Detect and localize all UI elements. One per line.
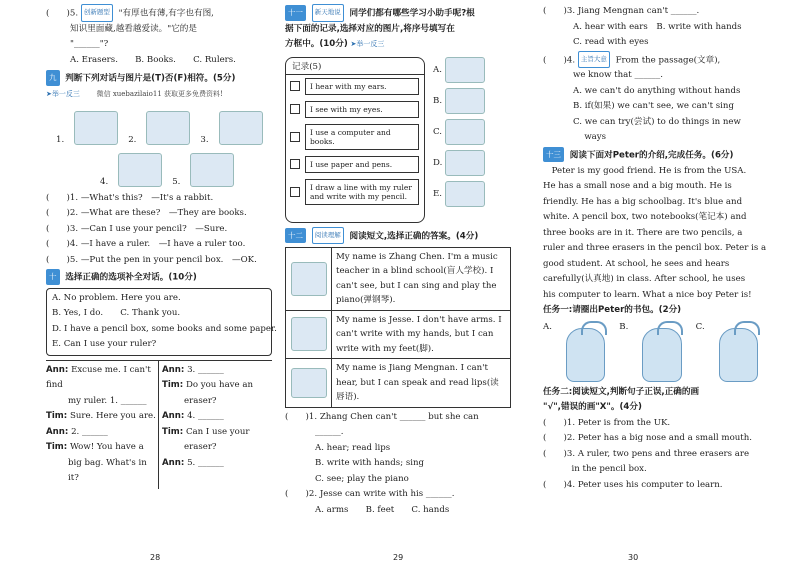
story-line: white. A pencil box, two notebooks(笔记本) and: [543, 212, 747, 222]
ear-picture: [445, 181, 485, 207]
schoolbag-picture-c[interactable]: [719, 328, 758, 382]
q4-tag: 主旨大意: [578, 51, 610, 69]
tf-item-3: ( )3. —Can I use your pencil? —Sure.: [46, 223, 228, 234]
section-11-text-2: 据下面的记录,选择对应的图片,将序号填写在: [285, 23, 455, 34]
answer-box[interactable]: [290, 104, 300, 114]
question-1-b: ______.: [315, 427, 344, 437]
story-line: ruler and three erasers in the pencil box. Peter is a: [543, 243, 767, 253]
story-line: He has a small nose and a big mouth. He is: [543, 181, 732, 191]
section-11-sub: ➤举一反三: [350, 40, 385, 49]
ruler-picture: [445, 88, 485, 114]
speaker: Ann:: [46, 426, 69, 437]
tf-3-cont: in the pencil box.: [543, 464, 647, 474]
dialogue-line: 3. ______: [187, 364, 224, 375]
q1-option-b: B. write with hands; sing: [315, 458, 425, 468]
img-label-1: 1.: [56, 134, 65, 145]
passage-2: My name is Jesse. I don't have arms. I can't write with my hands, but I can write with my feet(脚).: [336, 314, 502, 354]
dialogue-line: eraser?: [184, 395, 217, 406]
img-label-5: 5.: [172, 176, 181, 187]
question-3: ( )3. Jiang Mengnan can't ______.: [543, 6, 700, 16]
page-number-29: 29: [393, 553, 404, 562]
section-11-badge: 十一: [285, 5, 306, 21]
story-line: carefully(认真地) in class. After school, he uses: [543, 274, 746, 284]
record-row-5: I draw a line with my ruler and write with my pencil.: [305, 179, 419, 205]
page-30: [543, 4, 767, 566]
dialogue-table: [46, 360, 272, 489]
passage-3: My name is Jiang Mengnan. I can't hear, but I can speak and read lips(读唇语).: [336, 363, 499, 402]
q4-option-b: B. if(如果) we can't see, we can't sing: [573, 101, 734, 112]
passage-1: My name is Zhang Chen. I'm a music teacher in a blind school(盲人学校). I can't see, but I can sing and play the piano(弹钢琴).: [336, 251, 498, 305]
dialogue-line: Excuse me. I can't find: [46, 364, 151, 391]
picture-3: [219, 111, 263, 145]
pic-label-e: E.: [433, 188, 443, 199]
story-line: Peter is my good friend. He is from the USA.: [543, 165, 747, 176]
page-number-30: 30: [628, 553, 639, 562]
q5-text-2: 知识里面藏,越看越爱读。"它的是: [70, 23, 197, 34]
option-d: D. I have a pencil box, some books and some paper.: [52, 323, 277, 334]
section-10-title: 选择正确的选项补全对话。(10分): [65, 272, 197, 283]
section-10-badge: 十: [46, 269, 60, 285]
section-13-badge: 十三: [543, 147, 564, 163]
dialogue-right: [159, 361, 272, 489]
speaker: Tim:: [162, 426, 184, 437]
peter-story: [543, 164, 767, 304]
tf-item-5: ( )5. —Put the pen in your pencil box. —OK.: [46, 254, 257, 265]
section-9-title: 判断下列对话与图片是(T)否(F)相符。(5分): [65, 73, 236, 84]
q1-option-c: C. see; play the piano: [315, 473, 409, 484]
dialogue-line: my ruler. 1. ______: [68, 395, 147, 406]
tf-image-row-2: [100, 149, 272, 187]
record-row-3: I use a computer and books.: [305, 124, 419, 150]
q5-tag: 创新题型: [81, 4, 113, 22]
section-12-badge: 十二: [285, 228, 306, 244]
record-device: [285, 57, 425, 223]
answer-box[interactable]: [290, 132, 300, 142]
record-row-1: I hear with my ears.: [305, 78, 419, 95]
q4-option-c-cont: ways: [573, 132, 607, 143]
q5-number: ( )5.: [46, 8, 79, 19]
speaker: Ann:: [46, 364, 69, 375]
speaking-picture: [291, 368, 327, 398]
img-label-3: 3.: [200, 134, 209, 145]
options-box: [46, 288, 277, 356]
option-b-c: B. Yes, I do. C. Thank you.: [52, 308, 181, 319]
q5-options: A. Erasers. B. Books. C. Rulers.: [70, 54, 236, 65]
q3-options-ab: A. hear with ears B. write with hands: [573, 21, 742, 32]
dialogue-line: big bag. What's in: [68, 457, 147, 468]
dialogue-left: [46, 361, 159, 489]
reading-passages: [285, 247, 511, 408]
pic-label-b: B.: [433, 95, 443, 106]
section-11-text-3: 方框中。(10分): [285, 39, 348, 50]
page-number-28: 28: [150, 553, 161, 562]
section-12-tag: 阅读理解: [312, 227, 344, 245]
bag-label-c: C.: [695, 321, 705, 332]
computer-picture: [445, 150, 485, 176]
eyes-picture: [445, 57, 485, 83]
picture-options: [433, 57, 485, 227]
section-13-title: 阅读下面对Peter的介绍,完成任务。(6分): [569, 150, 734, 160]
tf-image-row-1: [56, 105, 272, 145]
bag-label-a: A.: [543, 321, 552, 332]
section-12-title: 阅读短文,选择正确的答案。(4分): [349, 231, 479, 241]
option-a: A. No problem. Here you are.: [52, 292, 181, 303]
question-2: ( )2. Jesse can write with his ______.: [285, 489, 455, 499]
story-line: three books are in it. There are two pencils, a: [543, 227, 743, 238]
speaker: Ann:: [162, 364, 185, 375]
answer-box[interactable]: [290, 159, 300, 169]
dialogue-line: Can I use your: [185, 426, 250, 437]
dialogue-line: 4. ______: [187, 411, 224, 422]
tf-item-4: ( )4. —I have a ruler. —I have a ruler too.: [46, 239, 246, 249]
dialogue-line: eraser?: [184, 442, 217, 453]
question-4-text: From the passage(文章),: [615, 54, 721, 65]
speaker: Ann:: [162, 411, 185, 422]
task-1: 任务一:请圈出Peter的书包。(2分): [543, 305, 682, 315]
picture-2: [146, 111, 190, 145]
q1-option-a: A. hear; read lips: [315, 442, 391, 453]
answer-box[interactable]: [290, 187, 300, 197]
story-line: good student. At school, he sees and hears: [543, 258, 730, 269]
tf-item-1: ( )1. —What's this? —It's a rabbit.: [46, 192, 214, 203]
speaker: Tim:: [46, 442, 68, 453]
tf-3: ( )3. A ruler, two pens and three erasers are: [543, 448, 750, 459]
section-11-tag: 新天地说: [312, 4, 344, 22]
pic-label-c: C.: [433, 126, 443, 137]
schoolbag-picture-a[interactable]: [566, 328, 605, 382]
schoolbag-picture-b[interactable]: [642, 328, 681, 382]
speaker: Ann:: [162, 457, 185, 468]
dialogue-line: 2. ______: [71, 426, 108, 437]
record-title: 记录(5): [286, 58, 424, 75]
task-2: 任务二:阅读短文,判断句子正误,正确的画: [543, 386, 700, 397]
question-4-number: ( )4.: [543, 54, 576, 65]
watermark-text: 微信 xuebazilaio11 获取更多免费资料!: [96, 90, 223, 98]
record-row-2: I see with my eyes.: [305, 101, 419, 118]
q4-option-a: A. we can't do anything without hands: [573, 85, 741, 96]
q5-text: "有厚也有薄,有字也有图,: [118, 8, 214, 19]
picture-1: [74, 111, 118, 145]
record-row-4: I use paper and pens.: [305, 156, 419, 173]
speaker: Tim:: [162, 380, 184, 391]
question-4-text-2: we know that ______.: [573, 70, 663, 81]
page-29: [285, 4, 511, 566]
section-9-badge: 九: [46, 70, 60, 86]
question-1: ( )1. Zhang Chen can't ______ but she can: [285, 411, 479, 422]
piano-picture: [291, 262, 327, 296]
q4-option-c: C. we can try(尝试) to do things in new: [573, 116, 741, 127]
pen-picture: [445, 119, 485, 145]
task-2-b: "√",错误的画"X"。(4分): [543, 402, 642, 412]
dialogue-line: Wow! You have a: [69, 442, 144, 453]
q2-options: A. arms B. feet C. hands: [315, 504, 450, 515]
pic-label-a: A.: [433, 64, 442, 75]
img-label-4: 4.: [100, 176, 109, 187]
speaker: Tim:: [46, 411, 68, 422]
picture-4: [118, 153, 162, 187]
dialogue-line: it?: [68, 473, 79, 484]
dialogue-line: 5. ______: [187, 457, 224, 468]
tf-item-2: ( )2. —What are these? —They are books.: [46, 208, 247, 218]
q3-option-c: C. read with eyes: [573, 37, 649, 47]
picture-5: [190, 153, 234, 187]
bag-options: [543, 322, 758, 382]
writing-picture: [291, 317, 327, 351]
page-28: [46, 4, 277, 566]
tf-2: ( )2. Peter has a big nose and a small mouth.: [543, 433, 752, 443]
story-line: his computer to learn. What a nice boy Peter is!: [543, 289, 752, 300]
bag-label-b: B.: [619, 321, 629, 332]
pic-label-d: D.: [433, 157, 443, 168]
section-9-sub: ➤举一反三: [46, 90, 80, 98]
dialogue-line: Do you have an: [185, 380, 254, 391]
img-label-2: 2.: [128, 134, 137, 145]
q5-text-3: "______"?: [70, 39, 109, 50]
answer-box[interactable]: [290, 81, 300, 91]
dialogue-line: Sure. Here you are.: [69, 411, 156, 422]
tf-1: ( )1. Peter is from the UK.: [543, 417, 671, 428]
story-line: friendly. He has a big schoolbag. It's blue and: [543, 196, 743, 207]
option-e: E. Can I use your ruler?: [52, 339, 157, 350]
tf-4: ( )4. Peter uses his computer to learn.: [543, 479, 723, 490]
section-11-text: 同学们都有哪些学习小助手呢?根: [349, 8, 475, 19]
